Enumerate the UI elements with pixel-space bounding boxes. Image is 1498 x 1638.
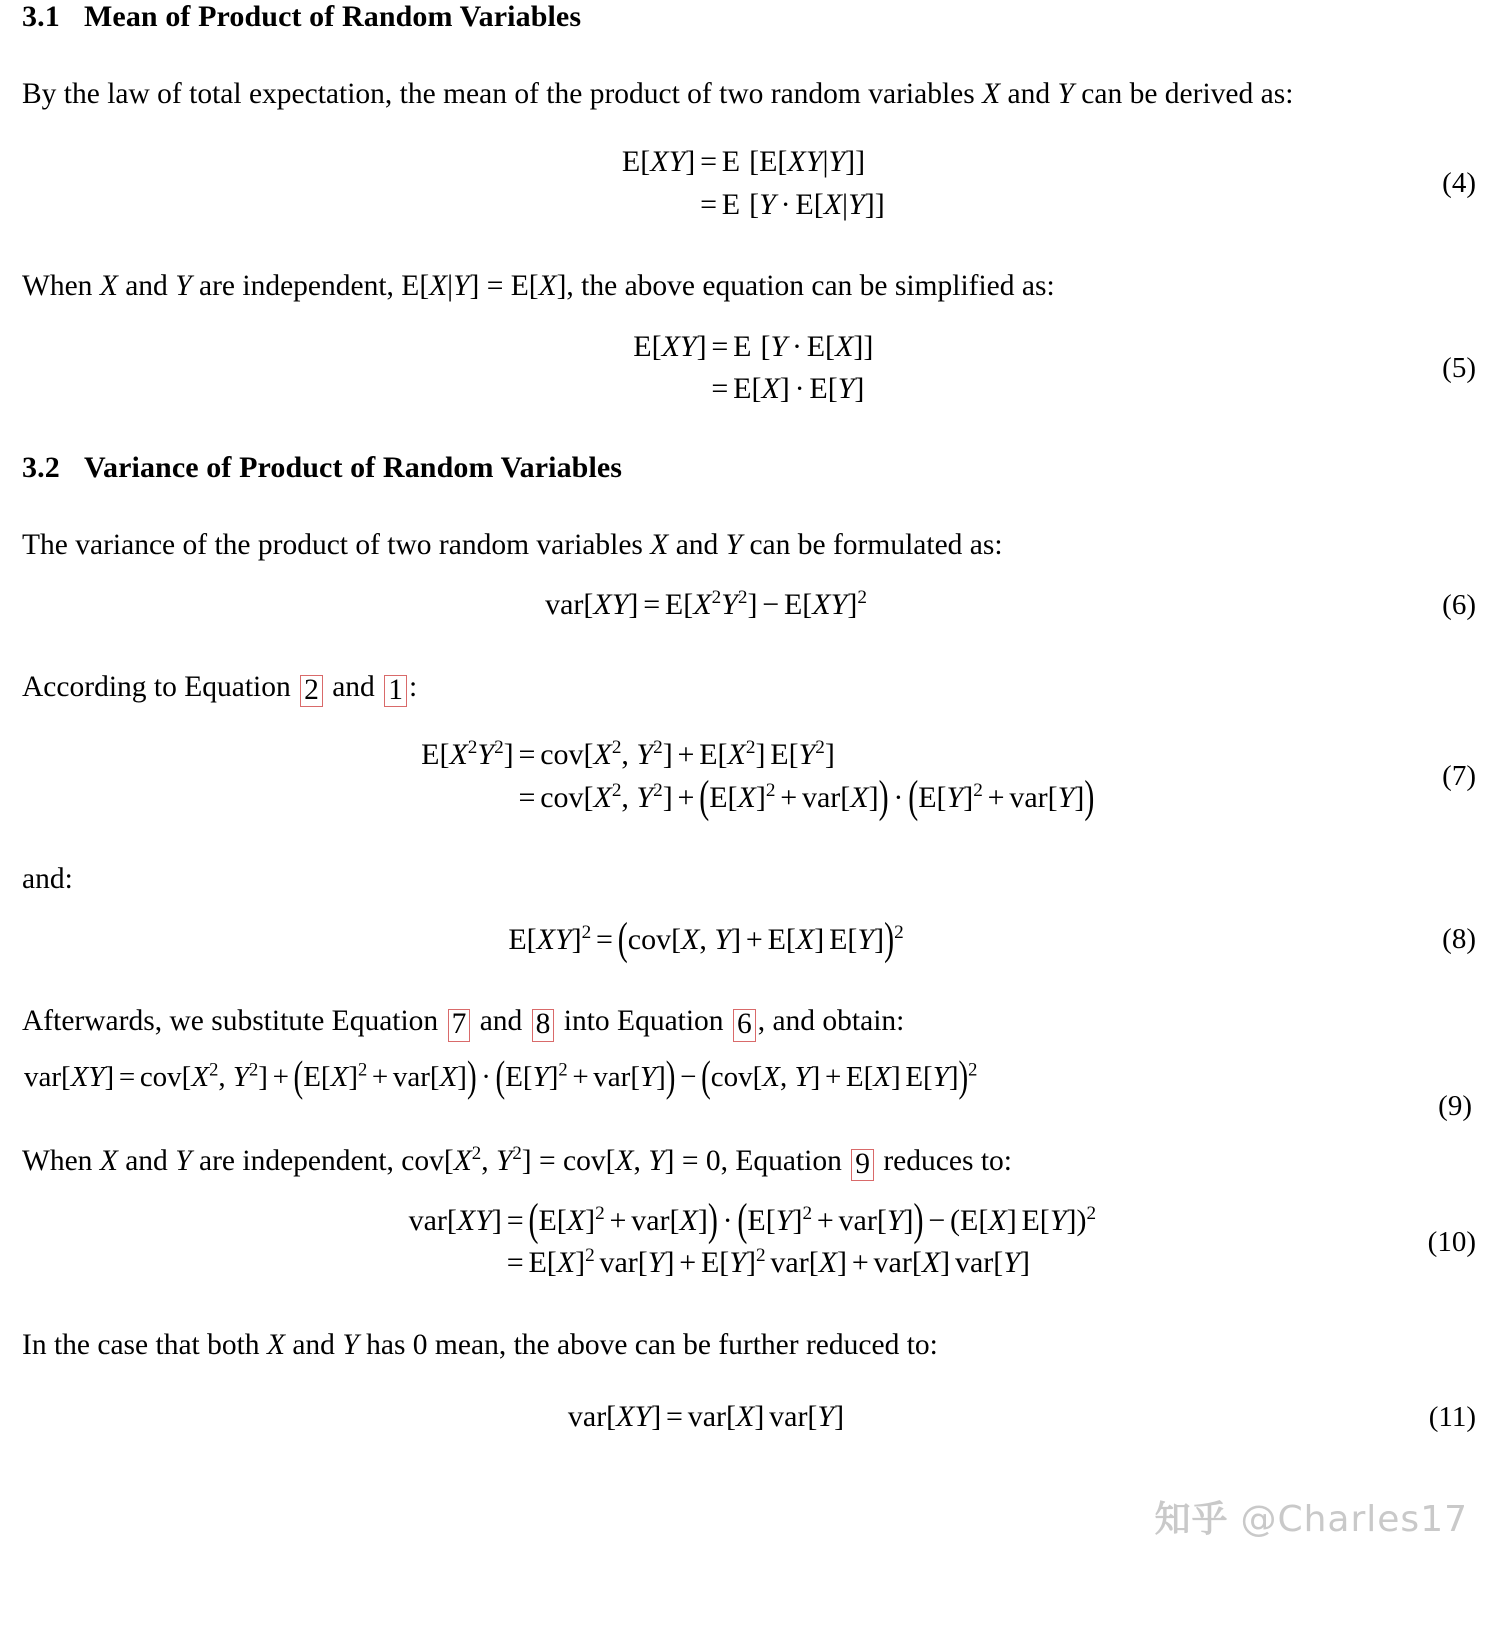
equation-5 (22, 326, 1476, 411)
paragraph-independent-reduce: When X and Y are independent, $cov[X^2$, $Y^2] = cov[X$, Y] = 0, Equation 9 reduces to: (22, 1142, 1012, 1180)
text-run: In the case that both (22, 1329, 267, 1362)
equation-tag: (7) (1442, 760, 1476, 793)
equation-4 (22, 141, 1476, 226)
symbol-x: X (615, 1144, 634, 1177)
symbol-y: Y (648, 1144, 665, 1177)
text-run: and (668, 528, 726, 561)
symbol-x: X (99, 270, 118, 303)
text-run: into Equation (556, 1005, 731, 1038)
symbol-x: X (99, 1144, 118, 1177)
equation-row: E[XY] = E [Y · E[X]] (633, 329, 874, 363)
text-run: Afterwards, we substitute Equation (22, 1005, 446, 1038)
symbol-y: Y (1057, 78, 1074, 110)
equation-row: E[XY]$^2$ = (cov[X, Y] + E[X] E[Y])$^2$ (508, 913, 904, 964)
symbol-y: Y (175, 1144, 192, 1177)
equation-row: $E[X^2Y^2] = cov[X^2$, $Y^2] + E[X^2]$ $E[Y^2]$ (421, 737, 835, 772)
equation-tag: (8) (1442, 923, 1476, 956)
paragraph-independence-mean (22, 266, 1476, 307)
paragraph-according-to (22, 667, 1476, 708)
equation-row: var[XY] = var[X] var[Y] (567, 1400, 845, 1434)
symbol-x: X (429, 270, 448, 303)
symbol-x: X (538, 270, 557, 303)
symbol-y: Y (725, 528, 743, 561)
equation-reference-9[interactable]: 9 (851, 1149, 874, 1182)
text-run: By the law of total expectation, the mean of the product of two random variables (22, 78, 983, 110)
text-run: When (22, 270, 100, 303)
equation-row: = $cov[X^2$, $Y^2] + (E[X]^2 + var[X]) \cdot (E[Y]^2 + var[Y])$ (518, 772, 1095, 822)
text-run: The variance of the product of two random variables (22, 528, 651, 561)
text-run: and (1000, 78, 1058, 110)
equation-reference-2[interactable]: 2 (300, 675, 323, 708)
text-run: and (472, 1005, 530, 1038)
text-run: When (22, 1144, 100, 1177)
equation-reference-8[interactable]: 8 (532, 1009, 555, 1042)
text-run: According to Equation (22, 670, 299, 703)
text-run: and: (22, 863, 73, 896)
section-heading-3-2 (22, 451, 1476, 485)
text-run: and (284, 1329, 343, 1362)
text-run: can be derived as: (1073, 78, 1294, 110)
symbol-y: Y (495, 1144, 513, 1177)
symbol-x: X (650, 528, 669, 561)
text-run: , (633, 1144, 649, 1177)
equation-reference-7[interactable]: 7 (448, 1009, 471, 1042)
equation-11 (22, 1396, 1476, 1439)
text-run: and (117, 270, 176, 303)
symbol-y: Y (175, 270, 192, 303)
equation-tag: (6) (1442, 589, 1476, 622)
symbol-x: X (982, 78, 1001, 110)
text-run: and (117, 1144, 176, 1177)
text-run: has 0 mean, the above can be further reduced to: (358, 1329, 938, 1362)
equation-row: = E[X] · E[Y] (711, 372, 865, 406)
text-run: can be formulated as: (742, 528, 1003, 561)
equation-row: $var[XY] = E[X^2Y^2] - E[XY]^2$ (545, 587, 867, 622)
equation-6 (22, 584, 1476, 627)
equation-tag: (11) (1428, 1401, 1476, 1434)
text-run: are independent, cov[ (191, 1144, 454, 1177)
text-run: , and obtain: (757, 1005, 905, 1038)
equation-reference-1[interactable]: 1 (384, 675, 407, 708)
watermark-handle: @Charles17 (1240, 1499, 1468, 1540)
equation-row: = E [Y · E[X|Y]] (700, 187, 885, 221)
equation-row: E[XY] = E [E[XY|Y]] (621, 145, 866, 179)
equation-tag: (10) (1427, 1225, 1476, 1258)
paragraph-mean-intro (22, 74, 1476, 115)
text-run: and (324, 670, 383, 703)
symbol-x: X (453, 1144, 472, 1177)
text-run: ] = E[ (469, 270, 539, 303)
text-run: ] = 0, Equation (664, 1144, 850, 1177)
section-title: Variance of Product of Random Variables (84, 450, 623, 484)
equation-row: $var[XY] = (E[X]^2 + var[X]) \cdot (E[Y]^2 + var[Y]) - (E[X]$ E[Y])$^2$ (408, 1195, 1097, 1245)
text-run: ] = cov[ (521, 1144, 616, 1177)
paragraph-and-label (22, 859, 1476, 900)
equation-7 (22, 734, 1476, 822)
paragraph-variance-intro (22, 525, 1476, 566)
text-run: , (481, 1144, 496, 1177)
watermark (1154, 1491, 1468, 1542)
equation-row: $var[XY] = cov[X^2$, $Y^2] + (E[X]^2 + var[X]) \cdot (E[Y]^2 + var[Y]) - (cov[X$, Y] + E[X] E[Y])$^2$ (24, 1052, 978, 1101)
text-run: are independent, E[ (191, 270, 430, 303)
equation-tag: (9) (1438, 1089, 1472, 1122)
text-run: : (408, 670, 418, 703)
section-heading-3-1 (22, 0, 1476, 34)
equation-row: = $E[X]^2$ $var[Y] + E[Y]^2$ var[X] + var[X] var[Y] (506, 1245, 1030, 1280)
text-run: reduces to: (875, 1144, 1012, 1177)
paragraph-afterwards (22, 1001, 1476, 1042)
section-title: Mean of Product of Random Variables (84, 0, 582, 33)
equation-8 (22, 913, 1476, 964)
equation-reference-6[interactable]: 6 (733, 1009, 756, 1042)
section-number: 3.1 (22, 0, 60, 33)
section-number: 3.2 (22, 450, 60, 484)
symbol-x: X (266, 1329, 285, 1362)
zhihu-logo-text: 知乎 (1154, 1499, 1229, 1540)
equation-10 (22, 1195, 1476, 1285)
symbol-y: Y (342, 1329, 359, 1362)
paragraph-zero-mean (22, 1325, 1476, 1366)
equation-tag: (4) (1442, 167, 1476, 200)
text-run: ], the above equation can be simplified as: (556, 270, 1055, 303)
symbol-y: Y (453, 270, 470, 303)
text-run: | (447, 270, 454, 303)
equation-tag: (5) (1442, 351, 1476, 384)
equation-9 (22, 1052, 1476, 1123)
